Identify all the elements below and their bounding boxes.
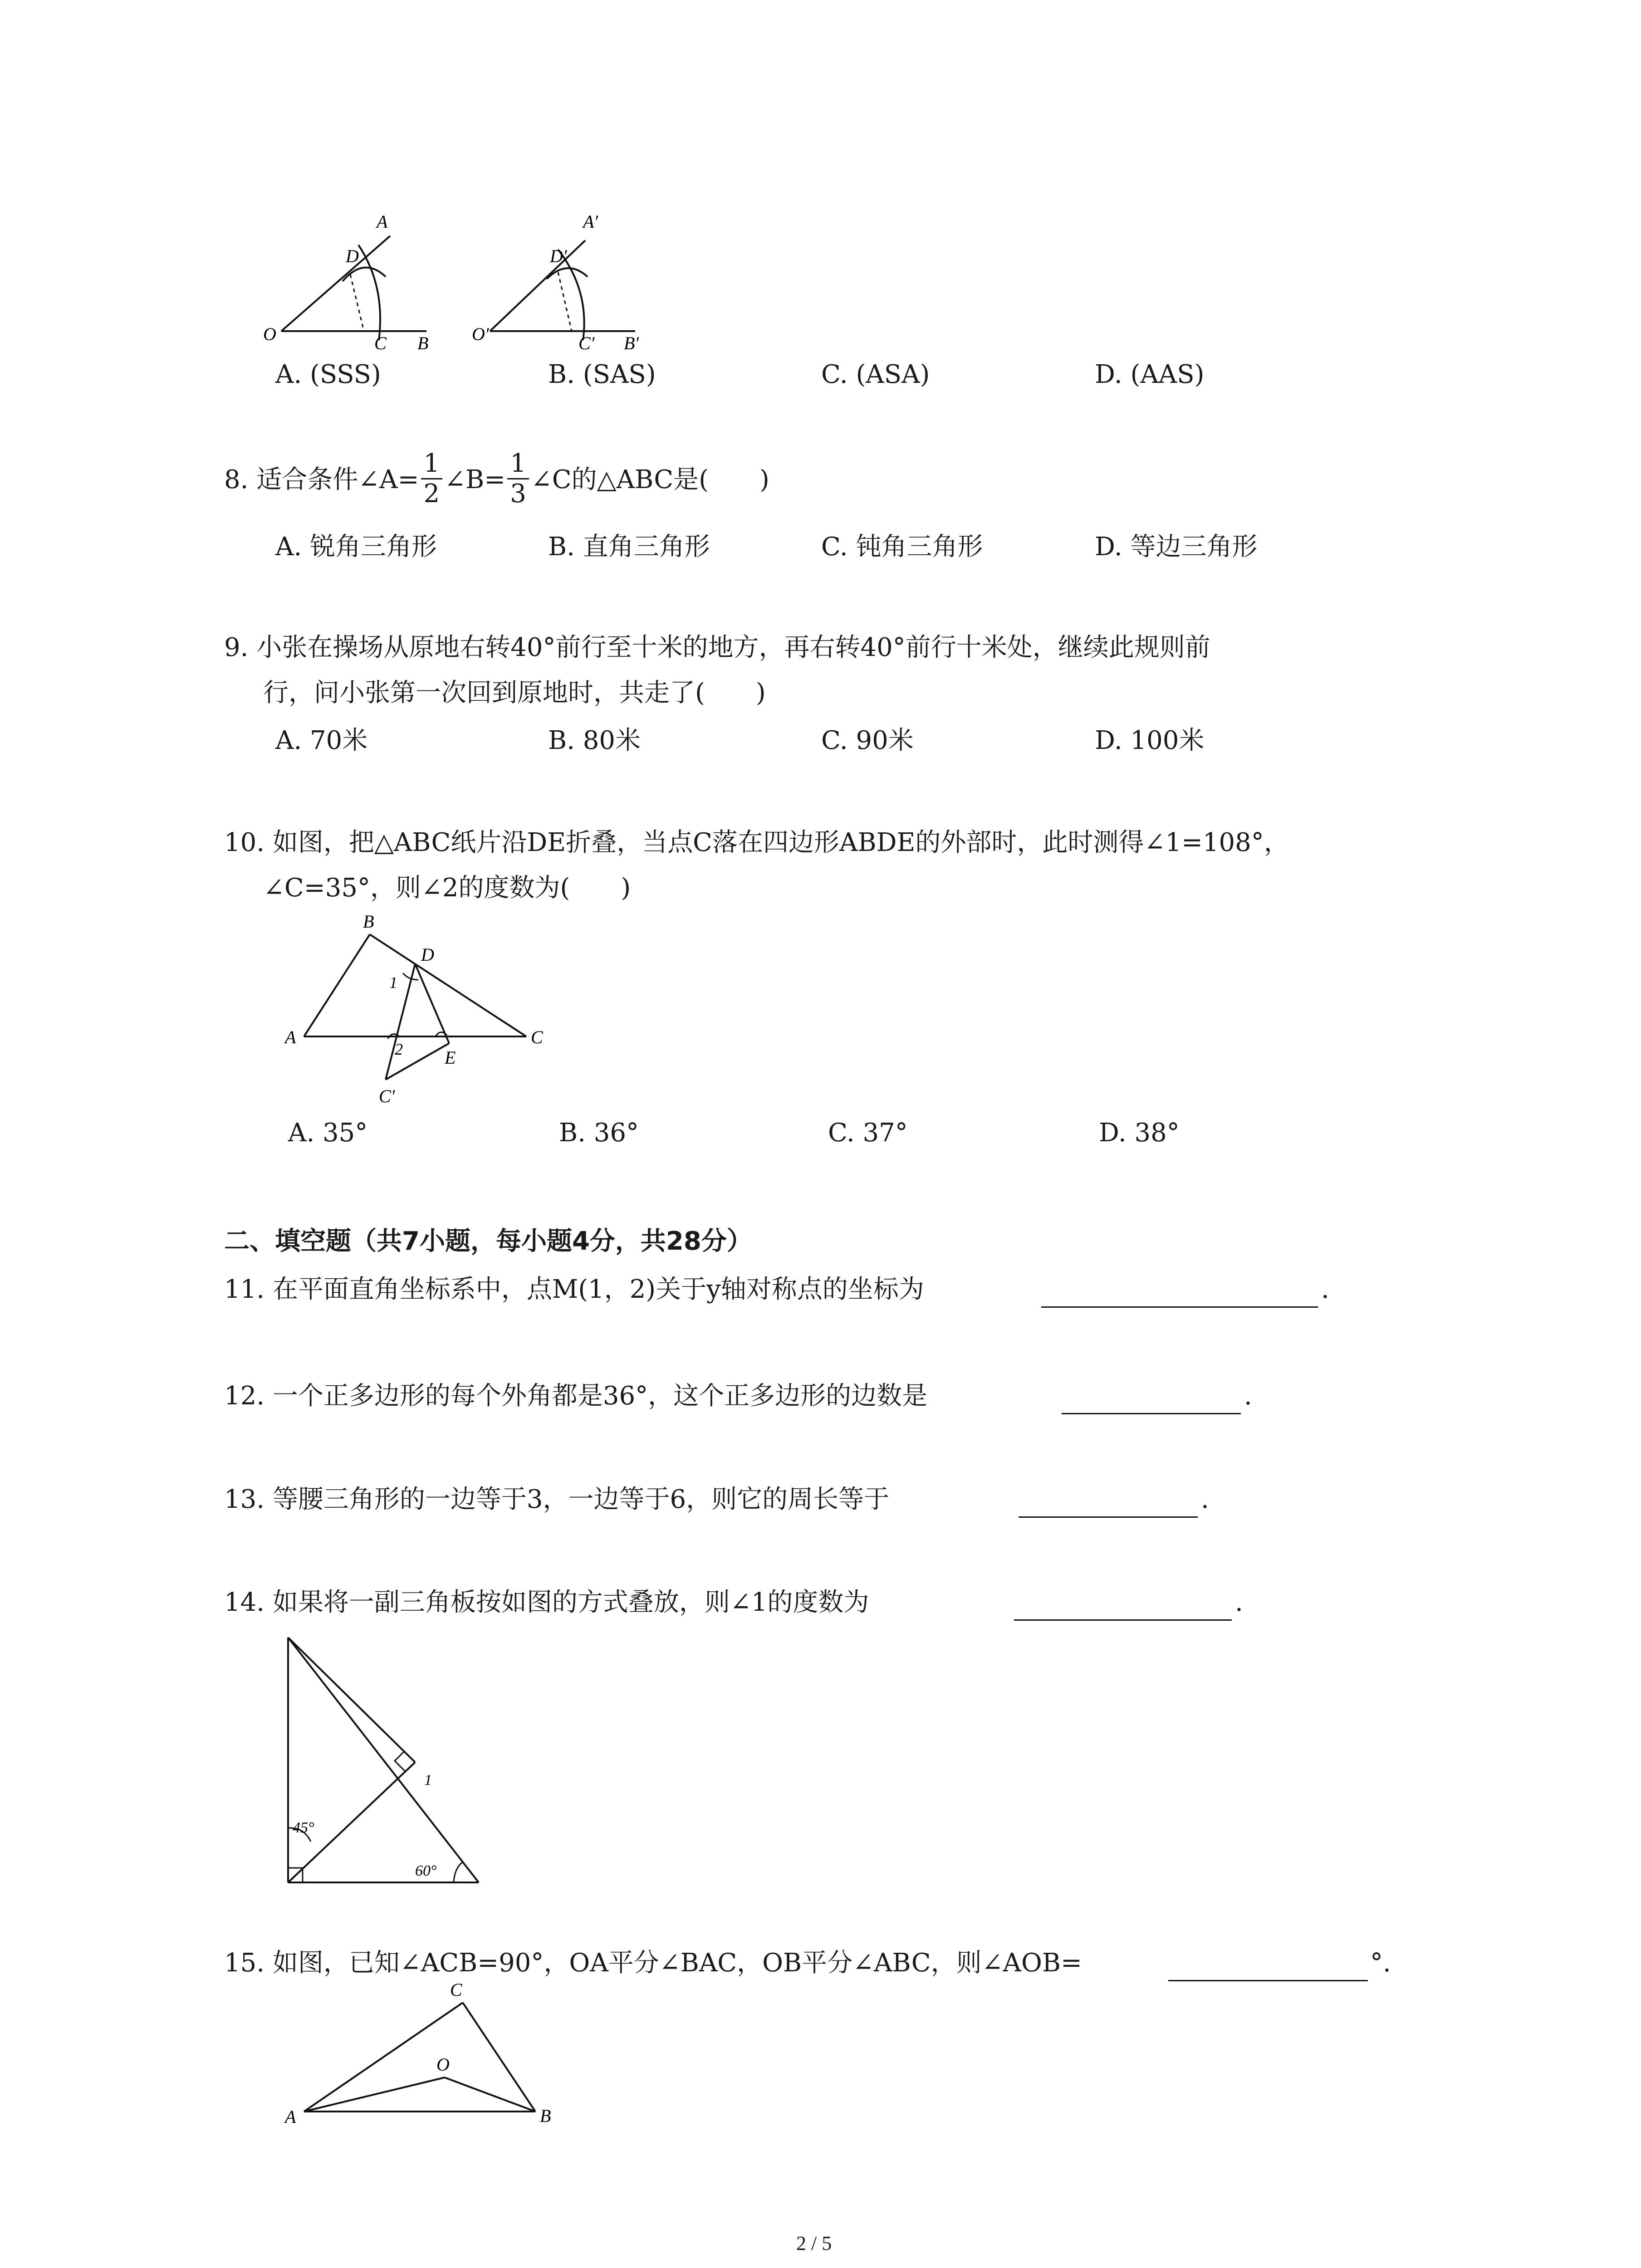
- q8-text-pre: 适合条件∠A=: [256, 465, 419, 494]
- q15-label-A: A: [285, 2107, 296, 2127]
- q10-option-c: C. 37°: [828, 1118, 908, 1148]
- q8-question: [224, 449, 769, 509]
- q10-label-C-prime: C′: [379, 1086, 395, 1106]
- q7-option-b: B. (SAS): [548, 360, 656, 389]
- q8-text-mid: ∠B=: [444, 465, 506, 494]
- q10-label-D: D: [421, 944, 434, 965]
- q7-option-a: A. (SSS): [275, 360, 381, 389]
- q7-label-D-prime: D′: [550, 246, 567, 266]
- q10-line-1: 10. 如图，把△ABC纸片沿DE折叠，当点C落在四边形ABDE的外部时，此时测得∠1=108°，: [224, 828, 1289, 857]
- q10-label-B: B: [363, 911, 374, 932]
- q15-text: 15. 如图，已知∠ACB=90°，OA平分∠BAC，OB平分∠ABC，则∠AOB=: [224, 1948, 1082, 1978]
- q11-text: 11. 在平面直角坐标系中，点M(1，2)关于y轴对称点的坐标为: [224, 1275, 924, 1304]
- q10-label-2: 2: [395, 1040, 403, 1058]
- q14-end: .: [1235, 1588, 1243, 1617]
- q7-label-A: A: [377, 211, 388, 232]
- section-2-title: 二、填空题（共7小题，每小题4分，共28分）: [224, 1227, 752, 1256]
- q12-end: .: [1244, 1381, 1252, 1411]
- q7-label-O: O: [263, 324, 276, 344]
- q10-line-2: ∠C=35°，则∠2的度数为( ): [263, 873, 631, 903]
- q14-label-60: 60°: [415, 1862, 437, 1879]
- q8-frac1-num: 1: [421, 451, 443, 479]
- q12-text: 12. 一个正多边形的每个外角都是36°，这个正多边形的边数是: [224, 1381, 928, 1411]
- q8-frac2-den: 3: [510, 479, 526, 508]
- q8-option-a: A. 锐角三角形: [275, 532, 437, 562]
- q14-label-45: 45°: [293, 1819, 314, 1836]
- q8-option-c: C. 钝角三角形: [821, 532, 983, 562]
- q13-end: .: [1201, 1485, 1209, 1514]
- q9-option-a: A. 70米: [275, 726, 368, 755]
- q7-label-C: C: [374, 333, 387, 353]
- q7-option-d: D. (AAS): [1095, 360, 1205, 389]
- q15-label-B: B: [540, 2106, 551, 2126]
- q10-label-E: E: [445, 1047, 456, 1068]
- q7-option-c: C. (ASA): [821, 360, 930, 389]
- q15-label-C: C: [450, 1980, 462, 2000]
- q10-label-1: 1: [389, 973, 397, 992]
- q15-label-O: O: [436, 2054, 450, 2075]
- q15-answer-blank[interactable]: [1168, 1980, 1368, 1981]
- q7-label-A-prime: A′: [583, 211, 598, 232]
- q7-label-B-prime: B′: [624, 333, 639, 353]
- q15-end: °.: [1370, 1948, 1391, 1978]
- q11-answer-blank[interactable]: [1041, 1306, 1318, 1308]
- q7-label-D: D: [346, 246, 359, 266]
- q15-figure: [272, 1978, 567, 2132]
- q12-answer-blank[interactable]: [1062, 1413, 1241, 1414]
- q14-figure: [277, 1628, 490, 1896]
- q10-option-d: D. 38°: [1099, 1118, 1180, 1148]
- q14-label-1: 1: [424, 1772, 432, 1789]
- q8-frac2-num: 1: [507, 451, 529, 479]
- q9-option-d: D. 100米: [1095, 726, 1205, 755]
- q9-option-c: C. 90米: [821, 726, 914, 755]
- q9-line-1: 9. 小张在操场从原地右转40°前行至十米的地方，再右转40°前行十米处，继续此规则前: [224, 633, 1210, 662]
- q10-label-A: A: [285, 1027, 296, 1047]
- q7-label-B: B: [417, 333, 429, 353]
- q8-number: 8.: [224, 465, 249, 494]
- q10-figure: [272, 907, 563, 1116]
- q13-text: 13. 等腰三角形的一边等于3，一边等于6，则它的周长等于: [224, 1485, 890, 1514]
- q8-frac1-den: 2: [423, 479, 440, 508]
- q10-option-b: B. 36°: [559, 1118, 639, 1148]
- q9-option-b: B. 80米: [548, 726, 641, 755]
- q8-text-post: ∠C的△ABC是( ): [530, 465, 769, 494]
- page-number: 2 / 5: [796, 2232, 832, 2254]
- q8-option-b: B. 直角三角形: [548, 532, 710, 562]
- q7-label-C-prime: C′: [578, 333, 595, 353]
- q7-figure: [245, 209, 726, 358]
- q9-line-2: 行，问小张第一次回到原地时，共走了( ): [263, 678, 766, 708]
- q8-option-d: D. 等边三角形: [1095, 532, 1258, 562]
- q8-fraction-1: [421, 451, 443, 507]
- q13-answer-blank[interactable]: [1019, 1516, 1198, 1518]
- q11-end: .: [1321, 1275, 1329, 1304]
- q10-label-C: C: [531, 1027, 543, 1047]
- q8-fraction-2: [507, 451, 529, 507]
- q7-label-O-prime: O′: [472, 324, 489, 344]
- q14-answer-blank[interactable]: [1014, 1619, 1232, 1621]
- q14-text: 14. 如果将一副三角板按如图的方式叠放，则∠1的度数为: [224, 1588, 869, 1617]
- q10-option-a: A. 35°: [288, 1118, 368, 1148]
